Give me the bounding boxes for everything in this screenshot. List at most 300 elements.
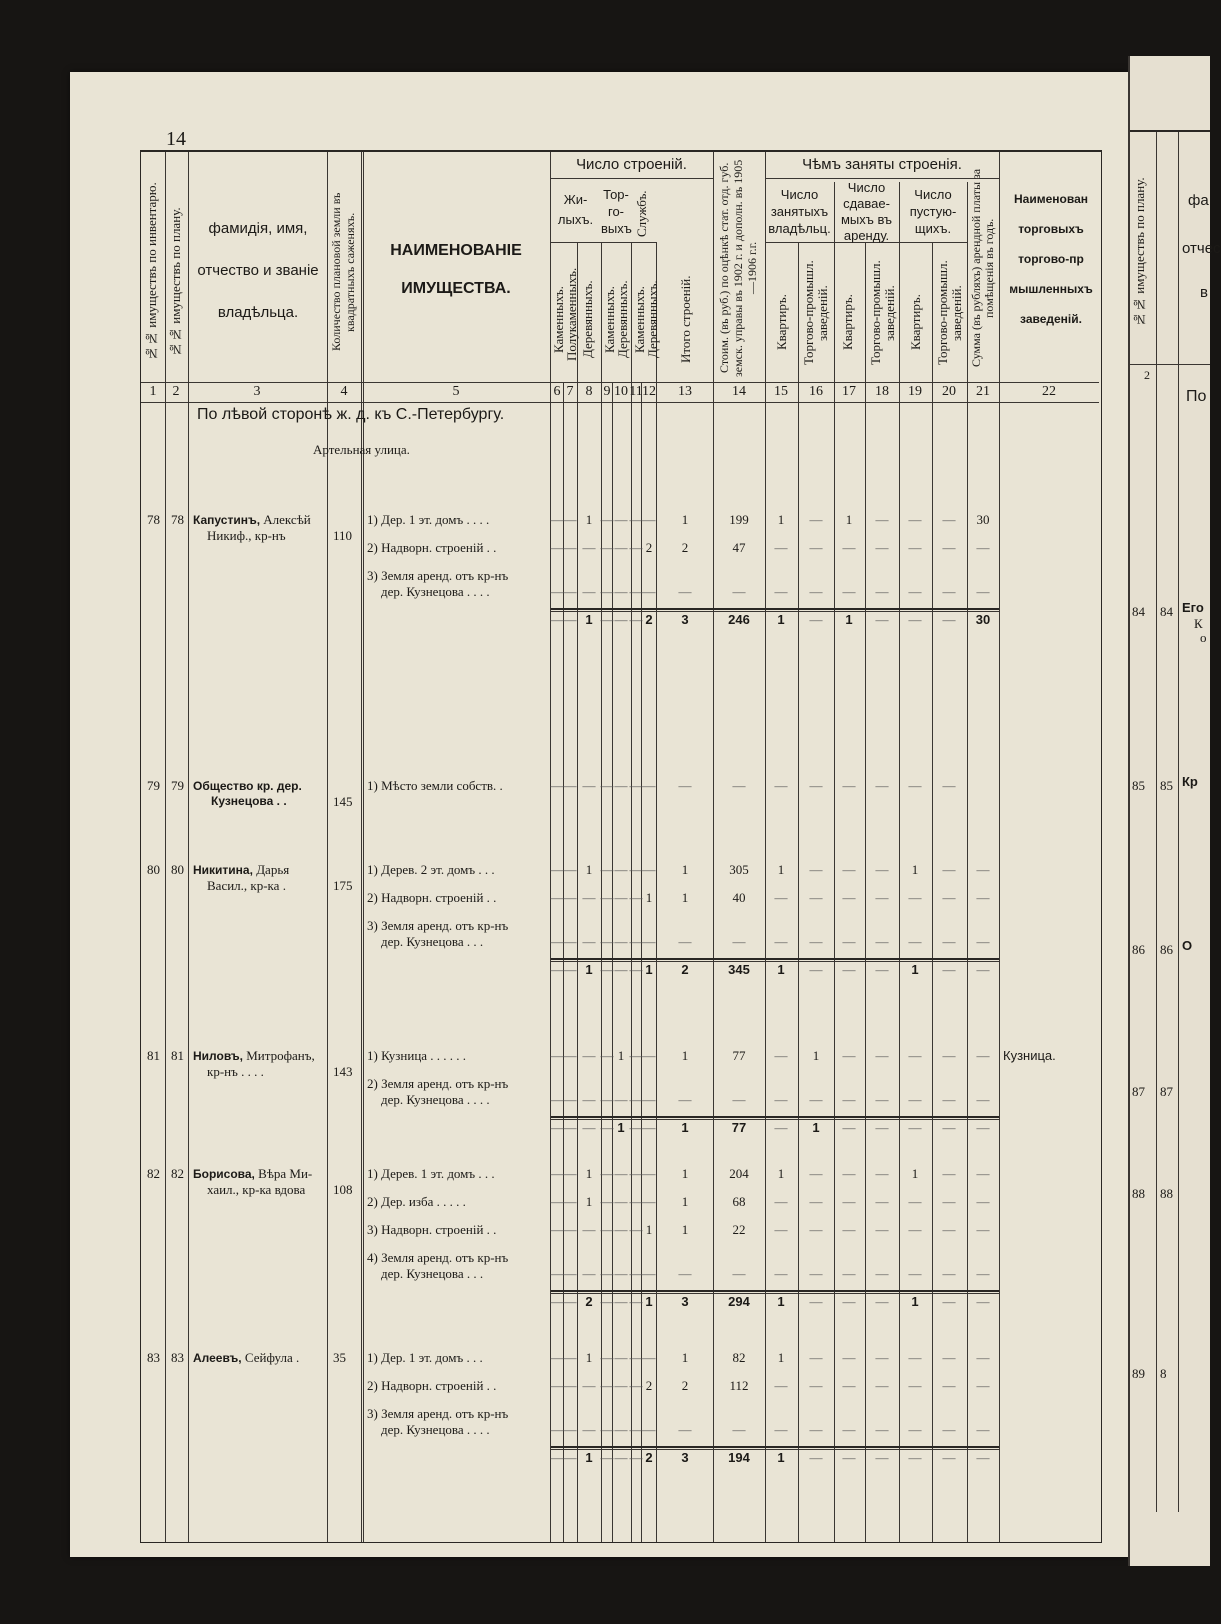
header-owner: фамидія, имя, отчество и званіе владѣльца. <box>197 220 319 321</box>
cell-value: 1 <box>681 1166 689 1181</box>
cell-dash: — <box>600 862 614 877</box>
total-value: 1 <box>585 1450 593 1465</box>
next-header-fragment: в <box>1200 284 1208 301</box>
page-right-fragment <box>1128 56 1221 1566</box>
cell-dash: — <box>976 540 990 555</box>
cell-value: 40 <box>732 890 746 905</box>
cell-dash: — <box>563 1222 577 1237</box>
cell-dash: — <box>842 540 856 555</box>
land-area: 145 <box>333 794 353 809</box>
cell-dash: — <box>678 584 692 599</box>
cell-dash: — <box>774 1048 788 1063</box>
cell-dash: — <box>600 1422 614 1437</box>
total-dash: — <box>908 1450 922 1465</box>
cell-dash: — <box>642 1350 656 1365</box>
cell-dash: — <box>809 1266 823 1281</box>
owner-surname: Никитина, <box>193 863 253 877</box>
header-inventory-no: №№ имуществъ по инвентарю. <box>144 182 159 362</box>
inventory-number: 80 <box>147 862 160 877</box>
cell-dash: — <box>600 584 614 599</box>
total-dash: — <box>875 612 889 627</box>
cell-value: 68 <box>732 1194 746 1209</box>
total-dash: — <box>842 1450 856 1465</box>
cell-dash: — <box>842 584 856 599</box>
total-value: 246 <box>728 612 750 627</box>
total-value: 1 <box>777 1294 785 1309</box>
column-number: 5 <box>452 384 460 399</box>
cell-dash: — <box>642 1266 656 1281</box>
property-item: 1) Дерев. 1 эт. домъ . . . <box>367 1166 495 1181</box>
cell-dash: — <box>563 1194 577 1209</box>
cell-dash: — <box>875 890 889 905</box>
cell-dash: — <box>976 1194 990 1209</box>
property-item: 2) Надворн. строеній . . <box>367 1378 497 1393</box>
column-number: 16 <box>809 384 823 399</box>
cell-dash: — <box>732 934 746 949</box>
next-owner-fragment: К <box>1194 616 1203 631</box>
cell-dash: — <box>678 1422 692 1437</box>
cell-dash: — <box>976 1422 990 1437</box>
total-value: 2 <box>585 1294 593 1309</box>
owner-given-name: Дарья <box>256 862 290 877</box>
total-dash: — <box>550 1294 564 1309</box>
header-col14: Стоим. (въ руб.) по оцѣнкѣ стат. отд. губ. земск. управы въ 1902 г. и дополн. въ 1905—1906 г.г. <box>717 159 759 377</box>
cell-dash: — <box>732 1266 746 1281</box>
next-plan-number: 8 <box>1160 1366 1167 1381</box>
cell-dash: — <box>678 778 692 793</box>
owner-name <box>193 1350 299 1366</box>
cell-dash: — <box>629 1266 643 1281</box>
property-item: 1) Дер. 1 эт. домъ . . . . <box>367 512 490 527</box>
cell-dash: — <box>809 890 823 905</box>
total-dash: — <box>563 1450 577 1465</box>
total-dash: — <box>614 1450 628 1465</box>
owner-details: Кузнецова . . <box>211 794 287 808</box>
column-number: 13 <box>678 384 692 399</box>
cell-value: 2 <box>681 1378 689 1393</box>
header-col20: Торгово-промышл. заведеній. <box>935 260 964 366</box>
cell-dash: — <box>842 1422 856 1437</box>
cell-dash: — <box>842 1222 856 1237</box>
total-value: 1 <box>681 1120 689 1135</box>
cell-dash: — <box>563 1266 577 1281</box>
total-value: 2 <box>645 612 653 627</box>
cell-dash: — <box>629 890 643 905</box>
cell-value: 1 <box>911 1166 919 1181</box>
cell-dash: — <box>614 934 628 949</box>
header-rented: Число сдавае-мыхъ въ аренду. <box>840 180 893 243</box>
total-value: 3 <box>681 612 689 627</box>
plan-number: 81 <box>171 1048 184 1063</box>
cell-dash: — <box>875 512 889 527</box>
establishment-name: Кузница. <box>1003 1048 1056 1063</box>
total-dash: — <box>563 612 577 627</box>
total-dash: — <box>550 612 564 627</box>
cell-value: 2 <box>645 1378 653 1393</box>
cell-value: 1 <box>617 1048 625 1063</box>
cell-dash: — <box>614 1166 628 1181</box>
cell-dash: — <box>563 584 577 599</box>
cell-dash: — <box>614 512 628 527</box>
cell-value: 47 <box>732 540 746 555</box>
column-number: 8 <box>585 384 593 399</box>
cell-dash: — <box>614 584 628 599</box>
cell-dash: — <box>908 1222 922 1237</box>
next-owner-fragment: Кр <box>1182 774 1198 789</box>
cell-dash: — <box>550 1266 564 1281</box>
cell-dash: — <box>842 1194 856 1209</box>
land-area: 35 <box>333 1350 346 1365</box>
header-col7: Полукаменныхъ. <box>564 267 579 361</box>
cell-dash: — <box>976 890 990 905</box>
cell-dash: — <box>582 1422 596 1437</box>
cell-value: 1 <box>777 1350 785 1365</box>
cell-dash: — <box>732 778 746 793</box>
cell-dash: — <box>614 540 628 555</box>
cell-dash: — <box>774 934 788 949</box>
column-number: 10 <box>614 384 628 399</box>
cell-dash: — <box>614 1266 628 1281</box>
cell-dash: — <box>908 890 922 905</box>
property-item: 4) Земля аренд. отъ кр-нъ <box>367 1250 509 1265</box>
cell-dash: — <box>614 1350 628 1365</box>
cell-dash: — <box>550 1222 564 1237</box>
cell-dash: — <box>600 1166 614 1181</box>
cell-dash: — <box>600 1378 614 1393</box>
next-inventory-number: 86 <box>1132 942 1145 957</box>
cell-dash: — <box>942 1166 956 1181</box>
cell-dash: — <box>942 512 956 527</box>
cell-dash: — <box>908 778 922 793</box>
page-number: 14 <box>166 128 186 150</box>
total-value: 77 <box>731 1120 747 1135</box>
cell-dash: — <box>976 934 990 949</box>
cell-value: 1 <box>645 890 653 905</box>
land-area: 143 <box>333 1064 353 1079</box>
plan-number: 83 <box>171 1350 184 1365</box>
column-number: 22 <box>1042 384 1056 399</box>
cell-dash: — <box>629 1092 643 1107</box>
cell-dash: — <box>842 1378 856 1393</box>
total-dash: — <box>842 1294 856 1309</box>
cell-dash: — <box>809 778 823 793</box>
next-inventory-number: 84 <box>1132 604 1145 619</box>
cell-dash: — <box>550 934 564 949</box>
cell-dash: — <box>550 1378 564 1393</box>
cell-value: 1 <box>681 1350 689 1365</box>
next-section-fragment: По <box>1186 388 1207 405</box>
column-number: 15 <box>774 384 788 399</box>
total-value: 2 <box>681 962 689 977</box>
cell-dash: — <box>600 890 614 905</box>
total-dash: — <box>976 1120 990 1135</box>
cell-value: 1 <box>645 1222 653 1237</box>
next-inventory-number: 88 <box>1132 1186 1145 1201</box>
cell-value: 1 <box>812 1048 820 1063</box>
next-inventory-number: 85 <box>1132 778 1145 793</box>
total-dash: — <box>600 962 614 977</box>
owner-name <box>193 1048 315 1064</box>
cell-value: 1 <box>681 890 689 905</box>
total-value: 1 <box>585 612 593 627</box>
owner-surname: Капустинъ, <box>193 513 261 527</box>
total-dash: — <box>842 962 856 977</box>
cell-value: 1 <box>681 1048 689 1063</box>
next-plan-number: 86 <box>1160 942 1173 957</box>
cell-dash: — <box>629 1194 643 1209</box>
cell-dash: — <box>563 540 577 555</box>
property-item: 3) Земля аренд. отъ кр-нъ <box>367 568 509 583</box>
column-number: 7 <box>566 384 574 399</box>
next-plan-number: 87 <box>1160 1084 1173 1099</box>
total-dash: — <box>942 1294 956 1309</box>
total-dash: — <box>942 1450 956 1465</box>
cell-dash: — <box>563 890 577 905</box>
next-inventory-number: 87 <box>1132 1084 1145 1099</box>
plan-number: 79 <box>171 778 184 793</box>
total-dash: — <box>942 962 956 977</box>
cell-dash: — <box>563 1048 577 1063</box>
total-dash: — <box>908 612 922 627</box>
next-owner-fragment: Его <box>1182 600 1204 615</box>
cell-dash: — <box>875 1048 889 1063</box>
total-dash: — <box>600 1120 614 1135</box>
header-trade: Тор-го-выхъ <box>601 187 632 236</box>
cell-dash: — <box>842 934 856 949</box>
column-number: 3 <box>253 384 261 399</box>
total-dash: — <box>614 612 628 627</box>
cell-dash: — <box>550 540 564 555</box>
total-dash: — <box>809 1450 823 1465</box>
cell-dash: — <box>942 778 956 793</box>
cell-value: 112 <box>729 1378 749 1393</box>
cell-dash: — <box>642 1092 656 1107</box>
cell-dash: — <box>642 1166 656 1181</box>
property-item-cont: дер. Кузнецова . . . . <box>381 584 490 599</box>
section-title: По лѣвой сторонѣ ж. д. къ С.-Петербургу. <box>197 406 505 423</box>
owner-given-name: Вѣра Ми- <box>258 1166 313 1181</box>
cell-dash: — <box>774 1422 788 1437</box>
cell-dash: — <box>842 1166 856 1181</box>
cell-dash: — <box>976 584 990 599</box>
column-number: 14 <box>732 384 746 399</box>
cell-dash: — <box>582 584 596 599</box>
next-col-number: 2 <box>1144 368 1150 382</box>
cell-dash: — <box>629 512 643 527</box>
cell-dash: — <box>875 584 889 599</box>
owner-details: хаил., кр-ка вдова <box>207 1182 306 1197</box>
cell-dash: — <box>842 1350 856 1365</box>
total-dash: — <box>629 1450 643 1465</box>
cell-dash: — <box>908 1194 922 1209</box>
header-living: Жи-лыхъ. <box>557 192 594 227</box>
cell-dash: — <box>842 890 856 905</box>
property-item: 3) Надворн. строеній . . <box>367 1222 497 1237</box>
cell-dash: — <box>774 1092 788 1107</box>
total-dash: — <box>600 1294 614 1309</box>
cell-dash: — <box>642 778 656 793</box>
cell-dash: — <box>942 1222 956 1237</box>
owner-details: Никиф., кр-нъ <box>207 528 286 543</box>
cell-dash: — <box>908 934 922 949</box>
total-value: 1 <box>812 1120 820 1135</box>
total-dash: — <box>875 1120 889 1135</box>
total-dash: — <box>550 1450 564 1465</box>
cell-dash: — <box>600 934 614 949</box>
cell-dash: — <box>942 1092 956 1107</box>
total-value: 3 <box>681 1294 689 1309</box>
total-value: 1 <box>645 962 653 977</box>
cell-dash: — <box>582 890 596 905</box>
cell-value: 1 <box>777 1166 785 1181</box>
header-col19: Квартиръ. <box>908 294 923 350</box>
cell-dash: — <box>976 1266 990 1281</box>
cell-dash: — <box>582 934 596 949</box>
cell-dash: — <box>563 1378 577 1393</box>
total-dash: — <box>629 1120 643 1135</box>
total-dash: — <box>774 1120 788 1135</box>
cell-dash: — <box>732 584 746 599</box>
next-plan-number: 84 <box>1160 604 1173 619</box>
total-line <box>551 958 999 960</box>
cell-dash: — <box>614 1222 628 1237</box>
inventory-number: 79 <box>147 778 160 793</box>
header-col12: Деревянныхъ. <box>645 280 660 359</box>
header-occupied: Чѣмъ заняты строенія. <box>802 156 962 173</box>
total-dash: — <box>908 1120 922 1135</box>
total-dash: — <box>976 1294 990 1309</box>
cell-dash: — <box>582 1266 596 1281</box>
owner-name <box>193 778 302 794</box>
next-plan-number: 85 <box>1160 778 1173 793</box>
cell-dash: — <box>629 1350 643 1365</box>
cell-dash: — <box>942 1378 956 1393</box>
cell-dash: — <box>550 1166 564 1181</box>
cell-value: 1 <box>777 862 785 877</box>
cell-value: 22 <box>732 1222 746 1237</box>
cell-dash: — <box>600 1194 614 1209</box>
property-item: 3) Земля аренд. отъ кр-нъ <box>367 1406 509 1421</box>
cell-dash: — <box>976 1378 990 1393</box>
plan-number: 82 <box>171 1166 184 1181</box>
property-item: 1) Дер. 1 эт. домъ . . . <box>367 1350 483 1365</box>
cell-dash: — <box>942 890 956 905</box>
property-item-cont: дер. Кузнецова . . . . <box>381 1422 490 1437</box>
total-dash: — <box>809 612 823 627</box>
cell-dash: — <box>875 1092 889 1107</box>
cell-dash: — <box>809 862 823 877</box>
next-page-table <box>1130 130 1221 1512</box>
cell-dash: — <box>976 1350 990 1365</box>
next-owner-fragment: О <box>1182 938 1193 953</box>
total-dash: — <box>976 962 990 977</box>
land-area: 110 <box>333 528 353 543</box>
cell-dash: — <box>942 1194 956 1209</box>
cell-dash: — <box>642 1194 656 1209</box>
total-dash: — <box>875 962 889 977</box>
column-number: 11 <box>629 384 643 399</box>
cell-dash: — <box>600 1350 614 1365</box>
column-number: 21 <box>976 384 990 399</box>
cell-dash: — <box>774 778 788 793</box>
cell-dash: — <box>563 1166 577 1181</box>
cell-dash: — <box>642 1048 656 1063</box>
cell-dash: — <box>614 778 628 793</box>
next-header-plan-no: №№ имуществъ по плану. <box>1132 177 1147 327</box>
total-dash: — <box>629 1294 643 1309</box>
cell-dash: — <box>842 1048 856 1063</box>
property-item: 2) Надворн. строеній . . <box>367 890 497 905</box>
property-item: 1) Дерев. 2 эт. домъ . . . <box>367 862 495 877</box>
header-land-area: Количество плановой земли въ квадратныхъ саженяхъ. <box>329 192 357 352</box>
total-value: 194 <box>728 1450 750 1465</box>
column-number: 12 <box>642 384 656 399</box>
cell-value: 30 <box>976 512 990 527</box>
cell-dash: — <box>550 584 564 599</box>
cell-dash: — <box>809 934 823 949</box>
cell-dash: — <box>908 512 922 527</box>
total-dash: — <box>614 1294 628 1309</box>
cell-dash: — <box>614 862 628 877</box>
cell-dash: — <box>629 1166 643 1181</box>
total-value: 294 <box>728 1294 750 1309</box>
cell-dash: — <box>942 1048 956 1063</box>
total-value: 1 <box>585 962 593 977</box>
cell-dash: — <box>908 584 922 599</box>
header-col6: Каменныхъ. <box>551 286 566 353</box>
cell-dash: — <box>582 1378 596 1393</box>
cell-dash: — <box>942 540 956 555</box>
total-dash: — <box>582 1120 596 1135</box>
total-dash: — <box>942 612 956 627</box>
cell-dash: — <box>809 1422 823 1437</box>
header-col13: Итого строеній. <box>678 275 693 364</box>
total-dash: — <box>600 612 614 627</box>
total-line <box>551 608 999 610</box>
cell-dash: — <box>942 1350 956 1365</box>
total-dash: — <box>629 612 643 627</box>
owner-given-name: Митрофанъ, <box>246 1048 315 1063</box>
cell-dash: — <box>550 1194 564 1209</box>
total-value: 345 <box>728 962 750 977</box>
cell-value: 1 <box>845 512 853 527</box>
cell-dash: — <box>875 778 889 793</box>
column-number: 1 <box>149 384 157 399</box>
column-number: 18 <box>875 384 889 399</box>
cell-dash: — <box>875 934 889 949</box>
cell-dash: — <box>550 1422 564 1437</box>
header-col10: Деревянныхъ. <box>615 280 630 359</box>
cell-dash: — <box>582 540 596 555</box>
cell-dash: — <box>842 778 856 793</box>
cell-value: 1 <box>585 512 593 527</box>
cell-dash: — <box>550 890 564 905</box>
cell-dash: — <box>875 1166 889 1181</box>
total-dash: — <box>563 962 577 977</box>
total-value: 2 <box>645 1450 653 1465</box>
cell-dash: — <box>875 1422 889 1437</box>
cell-value: 305 <box>729 862 749 877</box>
street-name: Артельная улица. <box>313 442 410 457</box>
cell-value: 1 <box>681 862 689 877</box>
cell-dash: — <box>774 540 788 555</box>
property-item: 3) Земля аренд. отъ кр-нъ <box>367 918 509 933</box>
total-dash: — <box>563 1120 577 1135</box>
cell-dash: — <box>582 1222 596 1237</box>
cell-dash: — <box>774 1194 788 1209</box>
total-dash: — <box>976 1450 990 1465</box>
cell-value: 2 <box>645 540 653 555</box>
